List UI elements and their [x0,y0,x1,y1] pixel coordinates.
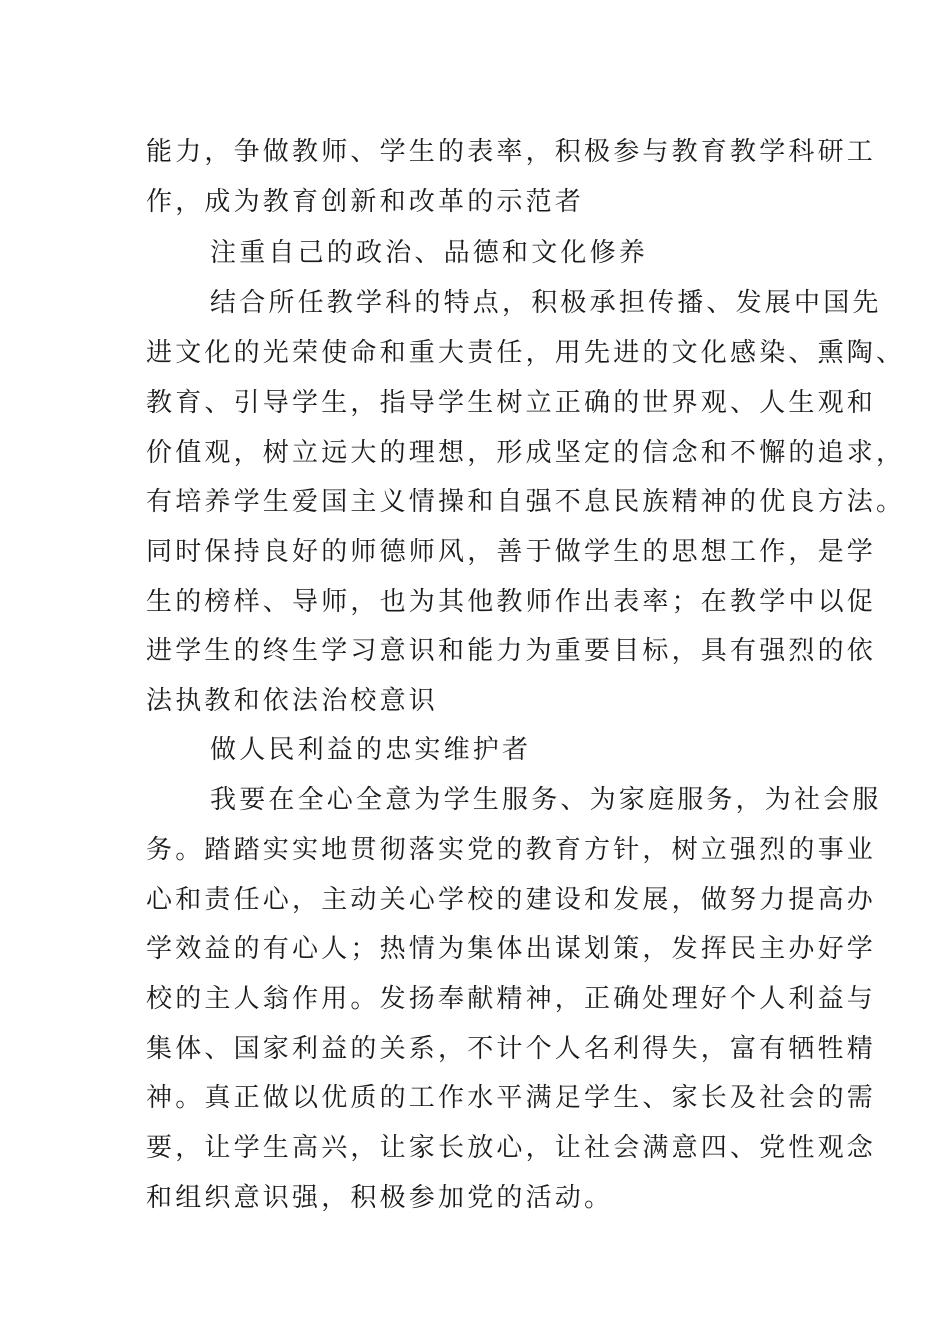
text-line: 我要在全心全意为学生服务、为家庭服务，为社会服 [210,785,882,815]
text-line: 结合所任教学科的特点，积极承担传播、发展中国先 [210,288,882,318]
text-line: 能力，争做教师、学生的表率，积极参与教育教学科研工 [146,137,877,167]
text-line: 要，让学生高兴，让家长放心，让社会满意四、党性观念 [146,1133,877,1163]
text-line: 作，成为教育创新和改革的示范者 [146,187,585,217]
text-line: 教育、引导学生，指导学生树立正确的世界观、人生观和 [146,388,877,418]
text-line: 有培养学生爱国主义情操和自强不息民族精神的优良方法。 [146,487,906,517]
text-line: 学效益的有心人；热情为集体出谋划策，发挥民主办好学 [146,934,877,964]
section-heading: 注重自己的政治、品德和文化修养 [210,238,649,268]
text-line: 和组织意识强，积极参加党的活动。 [146,1183,614,1213]
text-line: 进文化的光荣使命和重大责任，用先进的文化感染、熏陶、 [146,338,906,368]
section-heading: 做人民利益的忠实维护者 [210,735,532,765]
text-line: 校的主人翁作用。发扬奉献精神，正确处理好个人利益与 [146,984,877,1014]
text-line: 心和责任心，主动关心学校的建设和发展，做努力提高办 [146,885,877,915]
text-line: 生的榜样、导师，也为其他教师作出表率；在教学中以促 [146,587,877,617]
text-line: 神。真正做以优质的工作水平满足学生、家长及社会的需 [146,1083,877,1113]
text-line: 务。踏踏实实地贯彻落实党的教育方针，树立强烈的事业 [146,835,877,865]
text-line: 集体、国家利益的关系，不计个人名利得失，富有牺牲精 [146,1034,877,1064]
text-line: 价值观，树立远大的理想，形成坚定的信念和不懈的追求， [146,438,906,468]
text-line: 进学生的终生学习意识和能力为重要目标，具有强烈的依 [146,636,877,666]
text-line: 同时保持良好的师德师风，善于做学生的思想工作，是学 [146,537,877,567]
text-line: 法执教和依法治校意识 [146,686,439,716]
